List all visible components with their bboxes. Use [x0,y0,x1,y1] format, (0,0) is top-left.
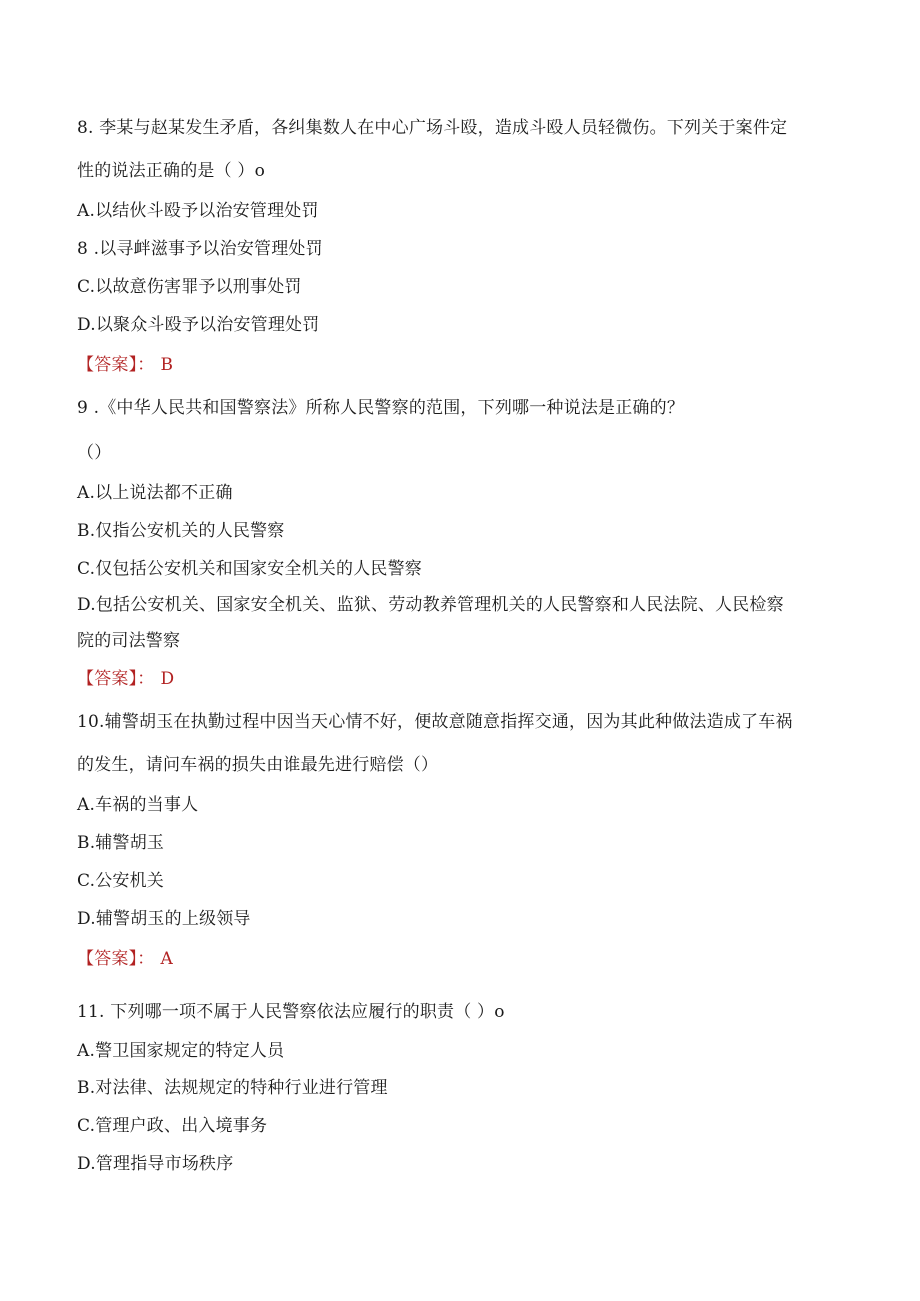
question-10-option-a: A.车祸的当事人 [77,795,199,815]
answer-value: B [160,355,174,375]
question-9-option-b: B.仅指公安机关的人民警察 [77,521,285,541]
question-8-option-c: C.以故意伤害罪予以刑事处罚 [77,277,302,297]
question-10-stem-line-1: 10.辅警胡玉在执勤过程中因当天心情不好，便故意随意指挥交通，因为其此种做法造成了车祸 [77,712,793,732]
question-11-stem-line-1: 11. 下列哪一项不属于人民警察依法应履行的职责（ ）o [77,1002,505,1022]
question-8-option-a: A.以结伙斗殴予以治安管理处罚 [77,201,319,221]
question-9-option-c: C.仅包括公安机关和国家安全机关的人民警察 [77,559,423,579]
question-11-option-d: D.管理指导市场秩序 [77,1154,234,1174]
answer-label: 【答案】： [77,949,155,969]
question-11-option-a: A.警卫国家规定的特定人员 [77,1041,285,1061]
question-11-option-c: C.管理户政、出入境事务 [77,1116,268,1136]
question-9-stem-line-1: 9 .《中华人民共和国警察法》所称人民警察的范围，下列哪一种说法是正确的？ [77,398,685,418]
question-11-option-b: B.对法律、法规规定的特种行业进行管理 [77,1078,388,1098]
question-10-option-b: B.辅警胡玉 [77,833,165,853]
question-10-option-d: D.辅警胡玉的上级领导 [77,909,251,929]
question-8-stem-line-1: 8. 李某与赵某发生矛盾，各纠集数人在中心广场斗殴，造成斗殴人员轻微伤。下列关于案件定 [77,118,788,138]
question-10-stem-line-2: 的发生，请问车祸的损失由谁最先进行赔偿（） [77,755,439,775]
answer-label: 【答案】： [77,355,155,375]
question-10-option-c: C.公安机关 [77,871,165,891]
answer-label: 【答案】： [77,669,155,689]
question-8-answer [77,354,850,376]
answer-value: D [160,669,175,689]
question-9-option-d-line-1: D.包括公安机关、国家安全机关、监狱、劳动教养管理机关的人民警察和人民法院、人民检察 [77,595,784,615]
question-8-option-b: 8 .以寻衅滋事予以治安管理处罚 [77,239,323,259]
question-9-stem-line-2: （） [77,443,112,463]
question-9-option-a: A.以上说法都不正确 [77,483,233,503]
question-8-option-d: D.以聚众斗殴予以治安管理处罚 [77,315,320,335]
question-10-answer [77,948,850,970]
answer-value: A [160,949,173,969]
question-9-answer [77,668,850,690]
question-8-stem-line-2: 性的说法正确的是（ ）o [77,161,266,181]
question-9-option-d-line-2: 院的司法警察 [77,631,181,651]
